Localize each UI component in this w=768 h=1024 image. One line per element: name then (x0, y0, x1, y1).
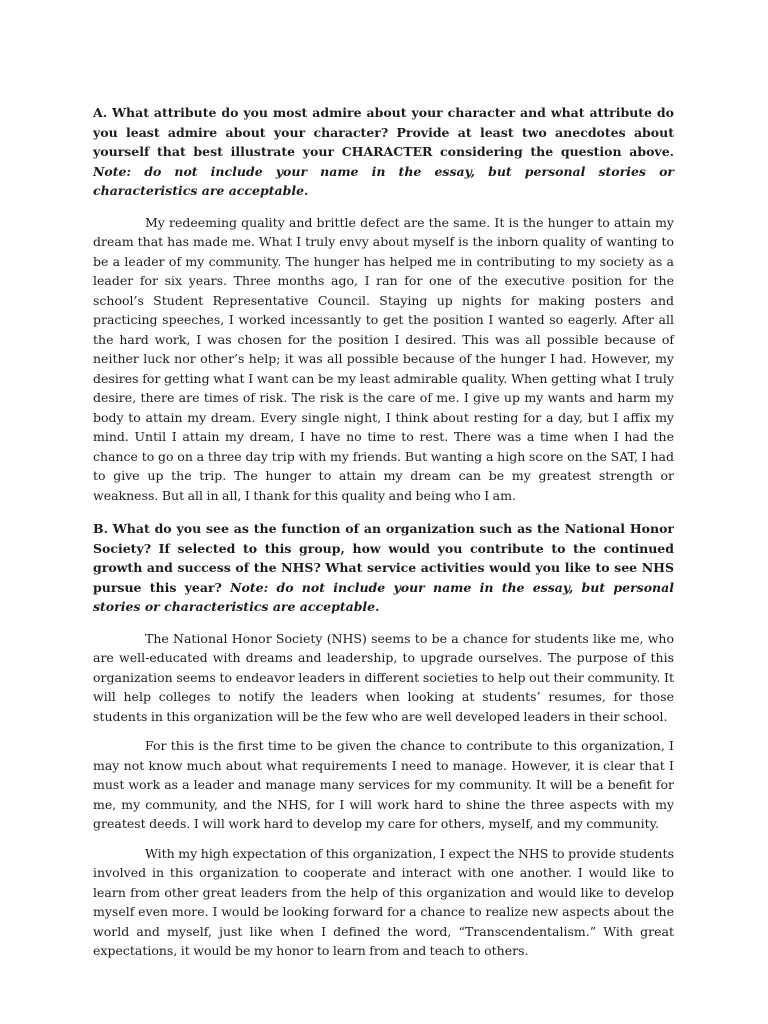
answer-b-paragraph-3: With my high expectation of this organization, I expect the NHS to provide students involved in this organization to cooperate and interact with one another. I would like to learn from other great leaders from the help of this organization and would like to develop myself even more. I would be looking forward for a chance to realize new aspects about the world and myself, just like when I defined the word, “Transcendentalism.” With great expectations, it would be my honor to learn from and teach to others. (93, 845, 674, 958)
answer-a-paragraph-1: My redeeming quality and brittle defect are the same. It is the hunger to attain my dream that has made me. What I truly envy about myself is the inborn quality of wanting to be a leader of my community. The hunger has helped me in contributing to my society as a leader for six years. Three months ago, I ran for one of the executive position for the school’s Student Representative Council. Staying up nights for making posters and practicing speeches, I worked incessantly to get the position I wanted so eagerly. After all the hard work, I was chosen for the position I desired. This was all possible because of neither luck nor other’s help; it was all possible because of the hunger I had. However, my desires for getting what I want can be my least admirable quality. When getting what I truly desire, there are times of risk. The risk is the care of me. I give up my wants and harm my body to attain my dream. Every single night, I think about resting for a day, but I affix my mind. Until I attain my dream, I have no time to rest. There was a time when I had the chance to go on a three day trip with my friends. But wanting a high score on the SAT, I had to give up the trip. The hunger to attain my dream can be my greatest strength or weakness. But all in all, I thank for this quality and being who I am. (93, 214, 674, 503)
question-b (93, 519, 674, 617)
question-b-text: B. What do you see as the function of an organization such as the National Honor Society? If selected to this group, how would you contribute to the continued growth and success of the NHS? What service activities would you like to see NHS pursue this year? (93, 521, 674, 595)
question-a (93, 103, 674, 201)
question-b-note: Note: do not include your name in the essay, but personal stories or characteristics are acceptable. (93, 579, 674, 614)
answer-b-paragraph-1: The National Honor Society (NHS) seems to be a chance for students like me, who are well-educated with dreams and leadership, to upgrade ourselves. The purpose of this organization seems to endeavor leaders in different societies to help out their community. It will help colleges to notify the leaders when looking at students’ resumes, for those students in this organization will be the few who are well developed leaders in their school. (93, 630, 674, 724)
question-a-text: A. What attribute do you most admire about your character and what attribute do you least admire about your character? Provide at least two anecdotes about yourself that best illustrate your CHARACTER considering the question above. (93, 105, 674, 159)
question-a-note: Note: do not include your name in the essay, but personal stories or characteristics are acceptable. (93, 163, 674, 198)
answer-b-paragraph-2: For this is the first time to be given the chance to contribute to this organization, I may not know much about what requirements I need to manage. However, it is clear that I must work as a leader and manage many services for my community. It will be a benefit for me, my community, and the NHS, for I will work hard to shine the three aspects with my greatest deeds. I will work hard to develop my care for others, myself, and my community. (93, 738, 674, 831)
